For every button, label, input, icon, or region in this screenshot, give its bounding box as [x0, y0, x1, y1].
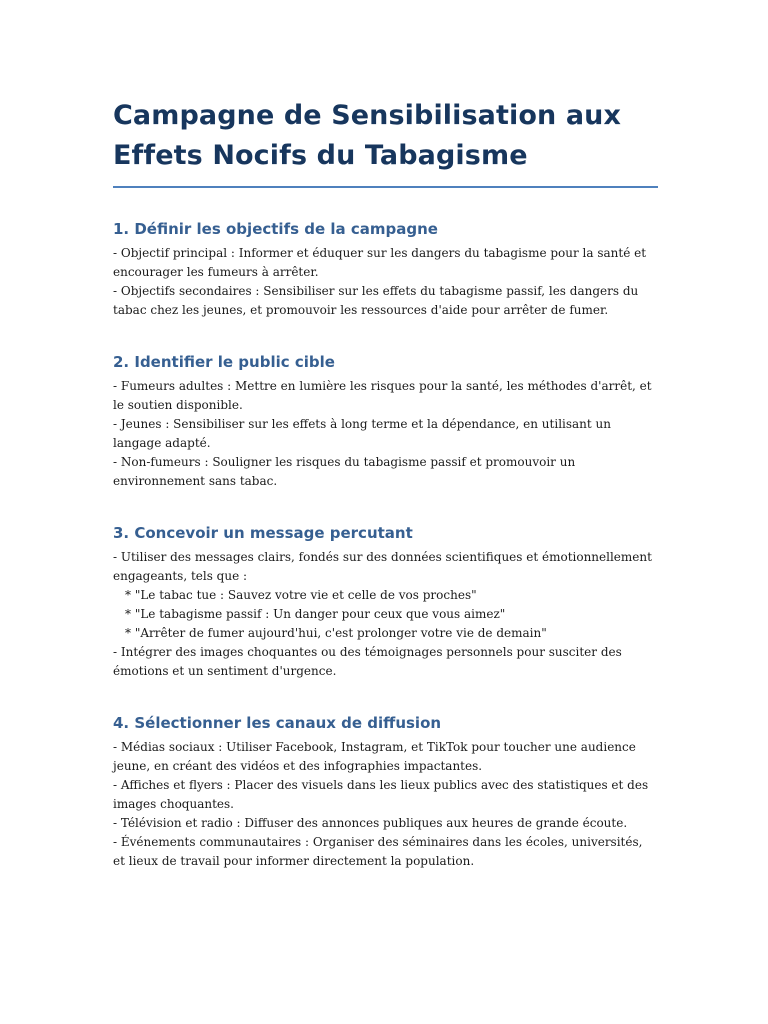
paragraph-line: - Objectifs secondaires : Sensibiliser sur les effets du tabagisme passif, les dangers du tabac chez les jeunes, et promouvoir les ressources d'aide pour arrêter de fumer.	[113, 284, 639, 317]
slogan-item: * "Le tabagisme passif : Un danger pour ceux que vous aimez"	[125, 607, 506, 621]
document-content	[113, 96, 658, 871]
section-heading: 3. Concevoir un message percutant	[113, 524, 413, 542]
slogan-item: * "Arrêter de fumer aujourd'hui, c'est prolonger votre vie de demain"	[125, 626, 547, 640]
section-heading: 4. Sélectionner les canaux de diffusion	[113, 714, 442, 732]
section-objectives	[113, 218, 658, 320]
paragraph-line: - Non-fumeurs : Souligner les risques du tabagisme passif et promouvoir un environnement sans tabac.	[113, 455, 576, 488]
paragraph-line: - Événements communautaires : Organiser des séminaires dans les écoles, universités, et lieux de travail pour informer directement la population.	[113, 835, 643, 868]
paragraph-line: - Fumeurs adultes : Mettre en lumière les risques pour la santé, les méthodes d'arrêt, et le soutien disponible.	[113, 379, 652, 412]
section-target-audience	[113, 351, 658, 491]
paragraph-line: - Médias sociaux : Utiliser Facebook, Instagram, et TikTok pour toucher une audience jeune, en créant des vidéos et des infographies impactantes.	[113, 740, 636, 773]
document-title: Campagne de Sensibilisation aux Effets Nocifs du Tabagisme	[113, 96, 658, 188]
slogan-item: * "Le tabac tue : Sauvez votre vie et celle de vos proches"	[125, 588, 477, 602]
section-heading: 1. Définir les objectifs de la campagne	[113, 220, 438, 238]
section-message	[113, 522, 658, 681]
paragraph-line: - Affiches et flyers : Placer des visuels dans les lieux publics avec des statistiques et des images choquantes.	[113, 778, 649, 811]
paragraph-line: - Intégrer des images choquantes ou des témoignages personnels pour susciter des émotions et un sentiment d'urgence.	[113, 645, 622, 678]
paragraph-line: - Télévision et radio : Diffuser des annonces publiques aux heures de grande écoute.	[113, 816, 628, 830]
section-channels	[113, 712, 658, 871]
paragraph-line: - Jeunes : Sensibiliser sur les effets à long terme et la dépendance, en utilisant un langage adapté.	[113, 417, 612, 450]
paragraph-line: - Objectif principal : Informer et éduquer sur les dangers du tabagisme pour la santé et encourager les fumeurs à arrêter.	[113, 246, 647, 279]
section-heading: 2. Identifier le public cible	[113, 353, 335, 371]
paragraph-line: - Utiliser des messages clairs, fondés sur des données scientifiques et émotionnellement engageants, tels que :	[113, 550, 652, 583]
